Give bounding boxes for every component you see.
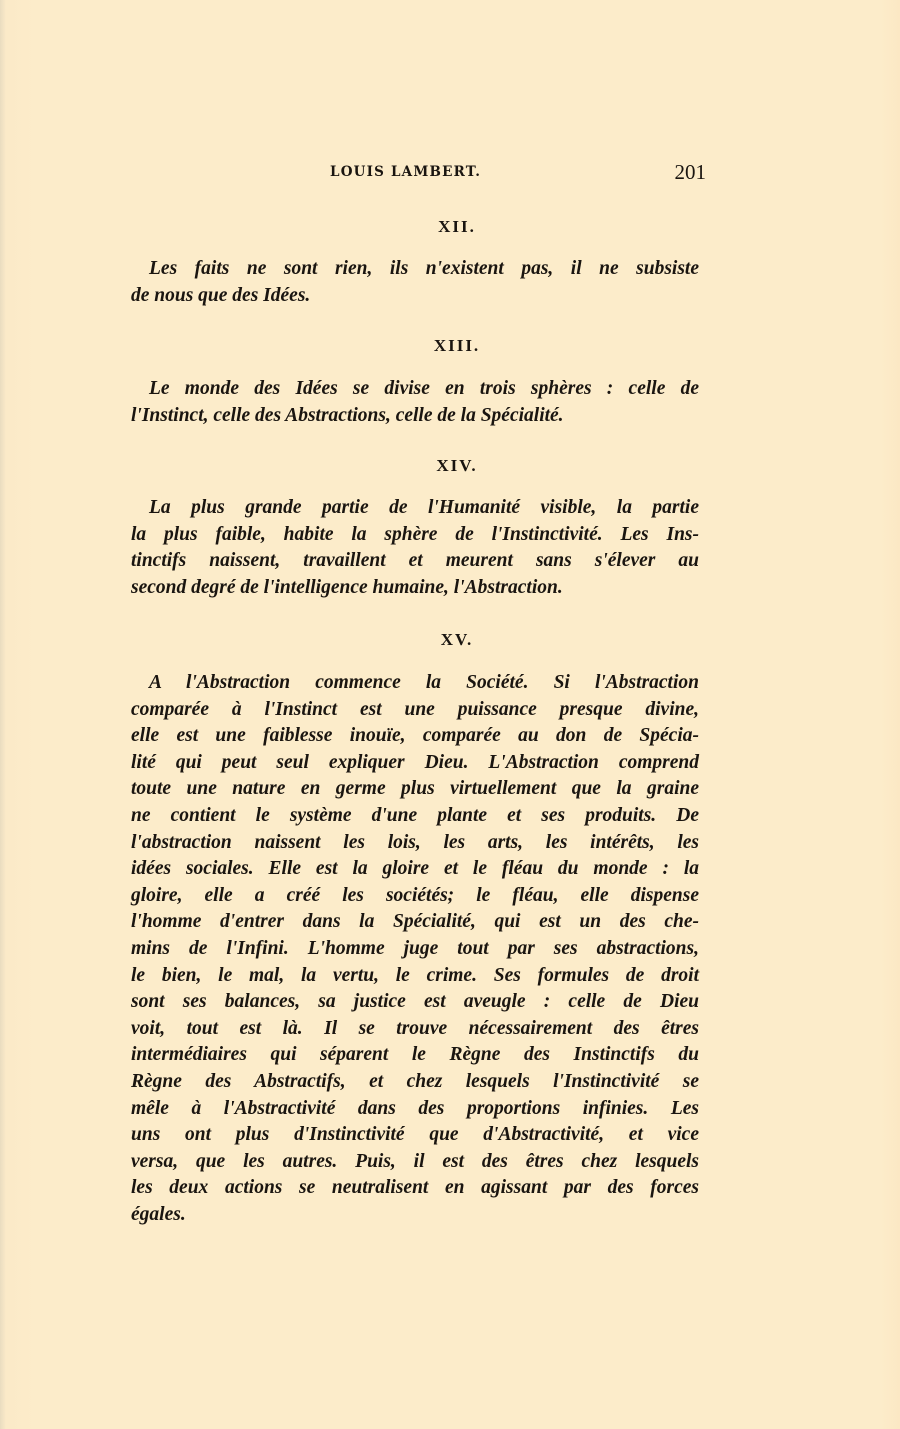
text-line: sont ses balances, sa justice est aveugle : celle de Dieu — [131, 991, 699, 1013]
section-heading-xiv: XIV. — [436, 456, 478, 475]
text-line: second degré de l'intelligence humaine, l'Abstraction. — [131, 576, 563, 598]
paragraph-xv — [131, 670, 699, 1228]
paragraph-xiii — [131, 376, 699, 429]
section-heading-xii: XII. — [438, 217, 476, 236]
text-line: gloire, elle a créé les sociétés; le fléau, elle dispense — [131, 884, 699, 906]
text-line: lité qui peut seul expliquer Dieu. L'Abstraction comprend — [131, 751, 699, 773]
text-line: Règne des Abstractifs, et chez lesquels l'Instinctivité se — [131, 1070, 699, 1092]
section-heading-xiii: XIII. — [433, 336, 481, 355]
text-line: La plus grande partie de l'Humanité visible, la partie — [149, 497, 699, 518]
section-heading-xv: XV. — [440, 630, 474, 649]
text-line: comparée à l'Instinct est une puissance presque divine, — [131, 698, 699, 720]
text-line: l'abstraction naissent les lois, les arts, les intérêts, les — [131, 831, 699, 853]
text-line: la plus faible, habite la sphère de l'Instinctivité. Les Ins- — [131, 523, 699, 545]
text-line: de nous que des Idées. — [131, 284, 311, 306]
text-line: versa, que les autres. Puis, il est des êtres chez lesquels — [131, 1150, 699, 1172]
text-line: tinctifs naissent, travaillent et meurent sans s'élever au — [131, 550, 699, 572]
text-line: les deux actions se neutralisent en agissant par des forces — [131, 1177, 699, 1199]
text-line: Les faits ne sont rien, ils n'existent pas, il ne subsiste — [149, 258, 699, 279]
text-line: intermédiaires qui séparent le Règne des Instinctifs du — [131, 1044, 699, 1066]
running-head — [330, 160, 706, 186]
text-line: le bien, le mal, la vertu, le crime. Ses formules de droit — [131, 964, 699, 986]
text-line: toute une nature en germe plus virtuellement que la graine — [131, 778, 699, 800]
text-line: égales. — [131, 1203, 186, 1225]
text-line: voit, tout est là. Il se trouve nécessairement des êtres — [131, 1017, 699, 1039]
text-line: uns ont plus d'Instinctivité que d'Abstractivité, et vice — [131, 1124, 699, 1146]
running-title: LOUIS LAMBERT. — [330, 164, 482, 180]
text-line: elle est une faiblesse inouïe, comparée au don de Spécia- — [131, 725, 699, 747]
text-line: A l'Abstraction commence la Société. Si l'Abstraction — [149, 672, 699, 693]
text-line: Le monde des Idées se divise en trois sphères : celle de — [149, 378, 699, 399]
page-number: 201 — [674, 160, 706, 184]
text-line: ne contient le système d'une plante et ses produits. De — [131, 804, 699, 826]
text-line: l'homme d'entrer dans la Spécialité, qui est un des che- — [131, 911, 699, 933]
text-line: mins de l'Infini. L'homme juge tout par ses abstractions, — [131, 937, 699, 959]
text-line: idées sociales. Elle est la gloire et le fléau du monde : la — [131, 858, 699, 880]
paragraph-xii — [131, 256, 699, 309]
text-line: mêle à l'Abstractivité dans des proportions infinies. Les — [131, 1097, 699, 1119]
text-line: l'Instinct, celle des Abstractions, celle de la Spécialité. — [131, 404, 564, 426]
paragraph-xiv — [131, 495, 699, 601]
